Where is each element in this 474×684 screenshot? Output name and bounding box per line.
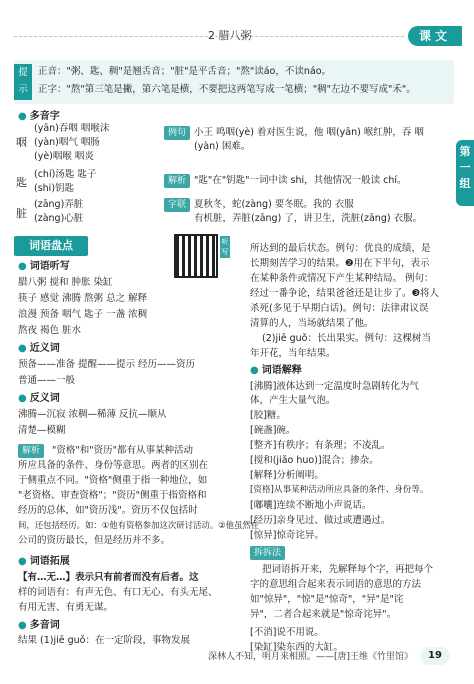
expand-row-1: 【有…无…】表示只有前者而没有后者。这 <box>18 572 199 583</box>
shi-row-1: (chí)汤匙 匙子 <box>34 169 97 180</box>
analysis-text-1: "匙"在"钥匙"一词中读 shi，其他情况一般读 chí。 <box>194 175 407 186</box>
analysis-row-4: "老资格、审查资格"；"资历"侧重于指资格和 <box>18 490 207 501</box>
near-row-2: 普通——一般 <box>18 375 76 386</box>
shi-row-2: (shi)钥匙 <box>34 183 75 194</box>
zang-row-1: (zāng)弄脏 <box>34 199 84 210</box>
unit-tab: 第一组 <box>456 140 474 206</box>
footer-quote: 深林人不知，明月来相照。——[唐]王维《竹里馆》 <box>208 652 414 662</box>
analysis-row-1: "资格"和"资历"都有从事某种活动 <box>52 445 193 456</box>
page-header <box>0 26 474 46</box>
zang-row-2: (zàng)心脏 <box>34 213 84 224</box>
near-title: ● 近义词 <box>18 343 60 354</box>
section-tab-kewen: 课文 <box>408 26 462 46</box>
listen-row-2: 筷子 感觉 沸腾 熬粥 总之 解释 <box>18 293 148 304</box>
term-4: [整齐]有秩序；有条理；不凌乱。 <box>250 440 391 451</box>
method-tag: 拆拆法 <box>250 546 285 560</box>
terms-title: ● 词语解释 <box>250 365 302 376</box>
term-5: [搅和(jiǎo huo)]混合；掺杂。 <box>250 455 379 466</box>
right-row-7: (2)jiē guǒ：长出果实。例句：这棵树当 <box>262 333 431 344</box>
example-tag: 例句 <box>164 126 190 140</box>
term-6: [解释]分析阐明。 <box>250 470 324 481</box>
right-row-1: 所达到的最后状态。例句：优良的成绩，是 <box>250 243 431 254</box>
method-row-2: 字的意思组合起来表示词语的意思的方法 <box>250 579 422 590</box>
qr-label: 听写 <box>221 238 229 256</box>
analysis-row-6: 间，还包括经历。如：①他有资格参加这次研讨活动。②他虽然在 <box>18 520 260 530</box>
term-3: [碗盏]碗。 <box>250 425 296 436</box>
tips-line-1: 正音："粥、匙、稠"是翘舌音；"脏"是平舌音；"熬"读áo，不读náo。 <box>38 66 332 77</box>
term-1: [沸腾]液体达到一定温度时急剧转化为气 <box>250 381 419 392</box>
right-row-3: 在某种条件或情况下产生某种结局。 例句： <box>250 273 434 284</box>
analysis-tag-1: 解析 <box>164 174 190 188</box>
analysis-row-7: 公司的资历最长，但是经历并不多。 <box>18 535 171 546</box>
term-buxiao: [不消]说不用说。 <box>250 627 324 638</box>
term-rangang: [染缸]染东西的大缸。 <box>250 642 343 653</box>
example-text: 小王 鸣咽(yè) 着对医生说，他 咽(yān) 喉红肿，吞 咽(yàn) 困难。 <box>194 127 424 152</box>
right-row-5: 杀死(多见于早期白话)。例句：法律肃议误 <box>250 303 429 314</box>
term-10: [惊异]惊奇诧异。 <box>250 530 324 541</box>
right-row-4: 经过一番争论，结果爸爸还是让步了。❸将人 <box>250 288 440 299</box>
yan-row-1: (yān)吞咽 咽喉沫 <box>34 123 110 134</box>
term-9: [经历]亲身见过、做过或遭遇过。 <box>250 515 391 526</box>
method-row-3: 如"惊异"，"惊"是"惊奇"，"异"是"诧 <box>250 594 404 605</box>
bullet-icon: ● <box>18 620 27 631</box>
char-shi: 匙 <box>16 176 27 189</box>
qr-code[interactable] <box>174 234 218 278</box>
listen-title: ● 词语听写 <box>18 261 70 272</box>
poly2-title: ● 多音词 <box>18 620 60 631</box>
bullet-icon: ● <box>18 111 27 122</box>
poly2-row: 结果 (1)jiē guǒ：在一定阶段，事物发展 <box>18 635 190 646</box>
near-row-1: 预备——准备 提醒——提示 经历——资历 <box>18 359 196 370</box>
analysis-row-5: 经历的总体，如"资历浅"。资历不仅包括时 <box>18 505 198 516</box>
bullet-icon: ● <box>250 365 259 376</box>
term-7: [资格]从事某种活动所应具备的条件、身份等。 <box>250 485 429 495</box>
anti-row-1: 沸腾—沉寂 浓稠—稀薄 反抗—顺从 <box>18 409 167 420</box>
analysis-row-3: 于侧重点不同。"资格"侧重于指一种地位，如 <box>18 475 208 486</box>
tips-line-2: 正字："熬"第三笔是撇，第六笔是横，不要把这两笔写成一笔横；"稠"左边不要写成"禾"。 <box>38 84 416 95</box>
analysis-row-2: 所应具备的条件、身份等意思。两者的区别在 <box>18 460 209 471</box>
term-2: [胶]糖。 <box>250 410 286 421</box>
char-yan: 咽 <box>16 136 27 149</box>
page-number: 19 <box>420 647 450 665</box>
listen-row-1: 腊八粥 搅和 肿胀 染缸 <box>18 277 113 288</box>
tips-box <box>14 60 454 104</box>
zidong-tag: 字联 <box>164 198 190 212</box>
lesson-title: 2 腊八粥 <box>208 29 252 42</box>
expand-row-2: 样的词语有：有声无色、有口无心、有头无尾、 <box>18 587 218 598</box>
yan-row-2: (yàn)咽气 咽肠 <box>34 137 100 148</box>
term-8: [嘟囔]连续不断地小声说话。 <box>250 500 372 511</box>
anti-row-2: 清楚—模糊 <box>18 425 66 436</box>
char-zang: 脏 <box>16 207 27 220</box>
zidong-line-1: 夏秋冬，蛇(zàng) 要冬眠。我的 衣服 <box>194 199 354 210</box>
polyphonic-title: ● 多音字 <box>18 111 60 122</box>
vocab-banner: 词语盘点 <box>14 236 88 256</box>
term-1b: 体，产生大量气泡。 <box>250 395 336 406</box>
listen-row-3: 浪漫 预备 咽气 匙子 一盏 浓稠 <box>18 309 148 320</box>
expand-row-3: 有用无害、有勇无谋。 <box>18 602 114 613</box>
yan-row-3: (yè)咽喉 咽炎 <box>34 151 94 162</box>
method-row-4: 异"，二者合起来就是"惊奇诧异"。 <box>250 609 397 620</box>
analysis-tag-2: 解析 <box>18 444 44 458</box>
bullet-icon: ● <box>18 393 27 404</box>
bullet-icon: ● <box>18 556 27 567</box>
expand-title: ● 词语拓展 <box>18 556 70 567</box>
method-row-1: 把词语拆开来，先解释每个字，再把每个 <box>262 564 434 575</box>
anti-title: ● 反义词 <box>18 393 60 404</box>
tips-tag: 提示 <box>14 64 32 100</box>
right-row-8: 年开花，当年结果。 <box>250 348 336 359</box>
right-row-2: 长期刻苦学习的结果。❷用在下半句，表示 <box>250 258 430 269</box>
right-row-6: 清算的人，当场就结果了他。 <box>250 318 374 329</box>
bullet-icon: ● <box>18 261 27 272</box>
listen-row-4: 熬夜 褐色 脏水 <box>18 325 82 336</box>
bullet-icon: ● <box>18 343 27 354</box>
zidong-line-2: 有机脏，弄脏(zāng) 了，讲卫生，洗脏(zāng) 衣服。 <box>194 213 423 224</box>
